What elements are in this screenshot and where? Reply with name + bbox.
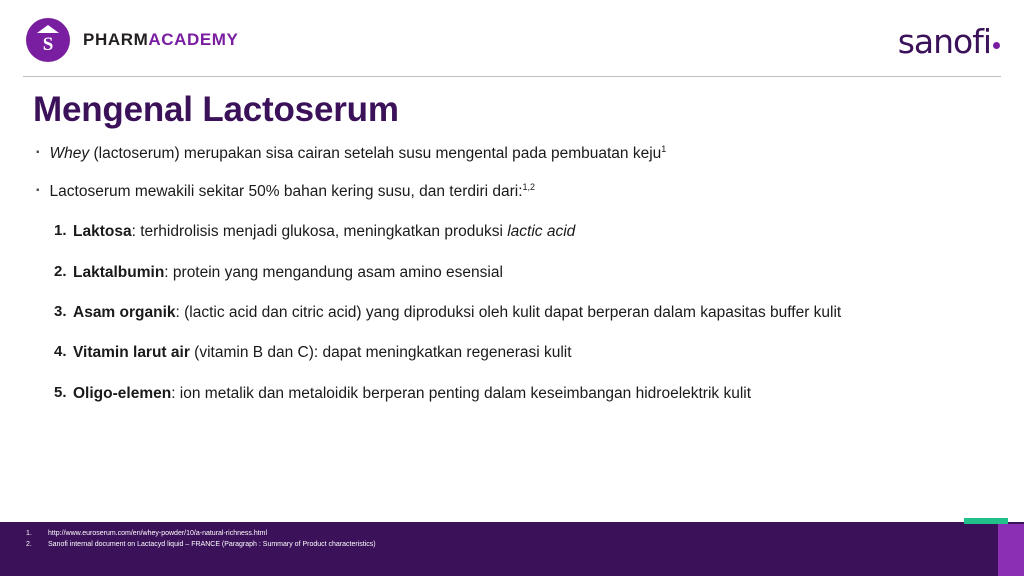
emphasis-term: Vitamin larut air	[73, 344, 190, 362]
slide-footer	[0, 522, 1024, 576]
text-run: Lactoserum mewakili sekitar 50% bahan kering susu, dan terdiri dari:	[49, 183, 523, 201]
footer-accent-purple	[998, 524, 1024, 576]
reference-number: 1.	[26, 530, 32, 537]
list-item	[36, 342, 986, 363]
reference-text: http://www.euroserum.com/en/whey-powder/10/a-natural-richness.html	[48, 530, 268, 537]
list-item	[36, 302, 986, 323]
list-item-number: 2.	[54, 262, 67, 280]
list-item-text	[73, 344, 572, 361]
emphasis-term: Asam organik	[73, 303, 176, 321]
bullet-list	[36, 143, 986, 203]
text-run: (vitamin B dan C): dapat meningkatkan regenerasi kulit	[189, 344, 572, 362]
header-divider	[23, 76, 1001, 77]
text-run: : terhidrolisis menjadi glukosa, meningkatkan produksi	[131, 223, 508, 241]
slide-header	[0, 0, 1024, 76]
italic-term: Whey	[49, 145, 90, 163]
reference-item	[26, 529, 376, 540]
emphasis-term: Laktalbumin	[73, 263, 165, 281]
graduation-cap-icon	[37, 25, 59, 33]
brand-academy-text: ACADEMY	[148, 30, 239, 49]
list-item-number: 1.	[54, 222, 67, 240]
text-run: : (lactic acid dan citric acid) yang diproduksi oleh kulit dapat berperan dalam kapasitas buffer kulit	[175, 303, 842, 321]
list-item-number: 3.	[54, 302, 67, 320]
emphasis-term: Laktosa	[73, 223, 132, 241]
bullet-item	[36, 143, 986, 165]
list-item	[36, 383, 986, 404]
brand-pharm-text: PHARM	[83, 30, 149, 49]
numbered-list	[36, 221, 986, 404]
text-run: (lactoserum) merupakan sisa cairan setelah susu mengental pada pembuatan keju	[89, 145, 662, 163]
reference-number: 2.	[26, 540, 32, 548]
pharmacademy-logo-icon	[26, 18, 70, 62]
reference-marker: 1,2	[522, 182, 536, 193]
list-item-text	[73, 223, 575, 240]
text-run: : protein yang mengandung asam amino esensial	[164, 263, 503, 281]
list-item-text	[73, 304, 841, 321]
text-run: : ion metalik dan metaloidik berperan penting dalam keseimbangan hidroelektrik kulit	[171, 384, 752, 402]
bullet-item	[36, 181, 986, 203]
slide-body	[36, 143, 986, 423]
reference-text: Sanofi internal document on Lactacyd liquid – FRANCE (Paragraph : Summary of Product characteristics)	[48, 540, 376, 548]
reference-list	[26, 529, 376, 551]
page-title: Mengenal Lactoserum	[33, 90, 399, 129]
logo-letter: S	[42, 34, 54, 55]
sanofi-dot-icon	[993, 42, 1000, 49]
list-item-text	[73, 264, 503, 281]
brand-wordmark	[83, 30, 239, 50]
italic-term: lactic acid	[507, 223, 576, 241]
bullet-text	[50, 181, 536, 203]
list-item	[36, 221, 986, 242]
reference-marker: 1	[661, 144, 667, 154]
sanofi-wordmark: sanofi	[897, 22, 991, 61]
bullet-square-icon: ▪	[36, 147, 40, 158]
list-item	[36, 262, 986, 283]
bullet-text	[50, 143, 667, 165]
emphasis-term: Oligo-elemen	[73, 384, 172, 402]
reference-item	[26, 540, 376, 551]
list-item-text	[73, 385, 751, 402]
bullet-square-icon: ▪	[36, 185, 40, 197]
list-item-number: 4.	[54, 343, 67, 361]
list-item-number: 5.	[54, 383, 67, 401]
sanofi-logo	[898, 22, 1000, 61]
brand-logo-group	[26, 18, 239, 62]
